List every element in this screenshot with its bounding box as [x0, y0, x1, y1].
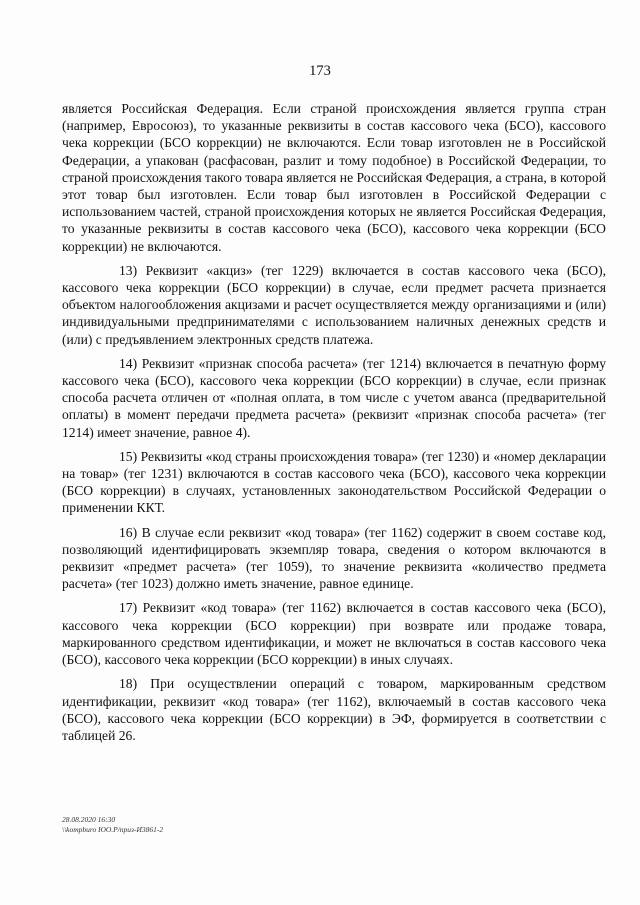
paragraph-17: 17) Реквизит «код товара» (тег 1162) включается в состав кассового чека (БСО), кассового чека коррекции (БСО коррекции) при возврате или продаже товара, маркированного средством идентификации, и может не включаться в состав кассового чека (БСО), кассового чека коррекции (БСО коррекции) в иных случаях.: [62, 600, 606, 668]
paragraph-13: 13) Реквизит «акциз» (тег 1229) включается в состав кассового чека (БСО), кассового чека коррекции (БСО коррекции) в случае, если предмет расчета признается объектом налогообложения акцизами и расчет осуществляется между организациями и (или) индивидуальными предпринимателями с использованием наличных денежных средств и (или) с предъявлением электронных средств платежа.: [62, 262, 606, 347]
paragraph-18: 18) При осуществлении операций с товаром, маркированным средством идентификации, реквизит «код товара» (тег 1162), включаемый в состав кассового чека (БСО), кассового чека коррекции (БСО коррекции) в ЭФ, формируется в соответствии с таблицей 26.: [62, 676, 606, 743]
page-number: 173: [309, 63, 331, 79]
document-footer: [62, 815, 163, 834]
footer-timestamp: 28.08.2020 16:30: [62, 815, 116, 824]
paragraph-continuation: является Российская Федерация. Если страной происхождения является группа стран (например, Евросоюз), то указанные реквизиты в состав кассового чека (БСО), кассового чека коррекции (БСО коррекции) не включаются. Если товар изготовлен не в Российской Федерации, а упакован (расфасован, разлит и тому подобное) в Российской Федерации, то страной происхождения такого товара является не Российская Федерация, а страна, в которой этот товар был изготовлен. Если товар был изготовлен в Российской Федерации с использованием частей, страной происхождения которых не является Российская Федерация, то указанные реквизиты в состав кассового чека (БСО), кассового чека коррекции (БСО коррекции) не включаются.: [62, 101, 606, 254]
body-text: [62, 100, 606, 744]
paragraph-16: 16) В случае если реквизит «код товара» (тег 1162) содержит в своем составе код, позволяющий идентифицировать экземпляр товара, сведения о котором включаются в реквизит «предмет расчета» (тег 1059), то значение реквизита «количество предмета расчета» (тег 1023) должно иметь значение, равное единице.: [62, 524, 606, 592]
paragraph-14: 14) Реквизит «признак способа расчета» (тег 1214) включается в печатную форму кассового чека (БСО), кассового чека коррекции (БСО коррекции) в случае, если признак способа расчета отличен от «полная оплата, в том числе с учетом аванса (предварительной оплаты) в момент передачи предмета расчета» (реквизит «признак способа расчета» (тег 1214) имеет значение, равное 4).: [62, 355, 606, 440]
paragraph-15: 15) Реквизиты «код страны происхождения товара» (тег 1230) и «номер декларации на товар» (тег 1231) включаются в состав кассового чека (БСО), кассового чека коррекции (БСО коррекции) в случаях, установленных законодательством Российской Федерации о применении ККТ.: [62, 448, 606, 516]
footer-file-path: \\kompburo ЮО.Р/приз-И3861-2: [62, 824, 164, 834]
